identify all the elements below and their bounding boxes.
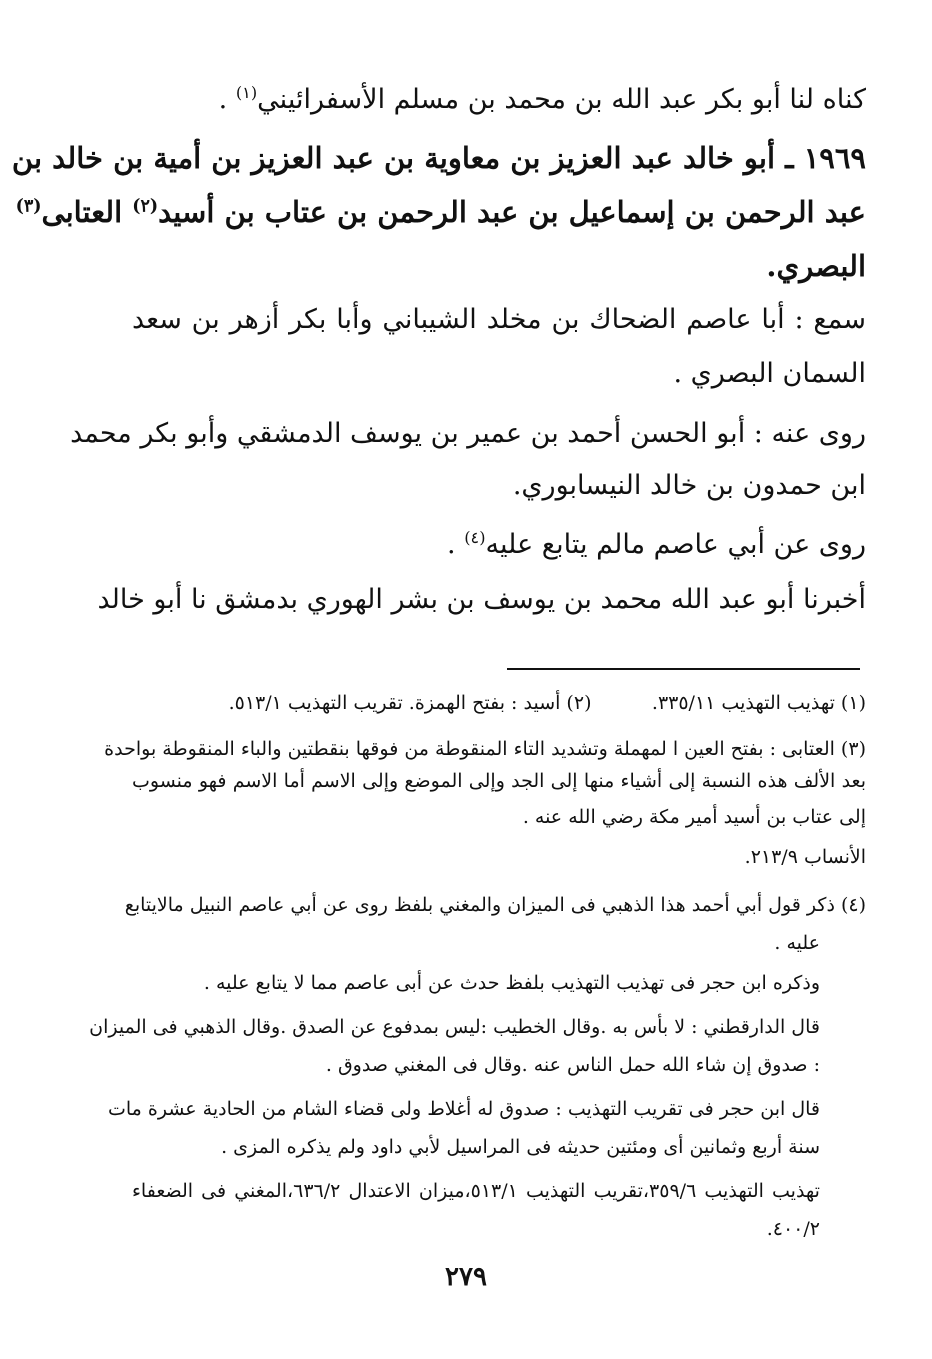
- footnote-3-line-2: بعد الألف هذه النسبة إلى أشياء منها إلى الجد وإلى الموضع وإلى الاسم أما الاسم فهو منسوب: [132, 770, 866, 792]
- footnote-ref-3: (٣): [15, 196, 42, 217]
- heard-from-line-1: سمع : أبا عاصم الضحاك بن مخلد الشيباني وأبا بكر أزهر بن سعد: [132, 304, 866, 335]
- page-number: ٢٧٩: [445, 1262, 487, 1292]
- informed-us-line: أخبرنا أبو عبد الله محمد بن يوسف بن بشر الهوري بدمشق نا أبو خالد: [97, 584, 866, 615]
- entry-heading-line-2: [16, 190, 866, 234]
- entry-heading-line-3: البصري.: [766, 249, 866, 283]
- footnote-ref-1: (١): [235, 83, 258, 102]
- footnote-4-line-6: قال ابن حجر فى تقريب التهذيب : صدوق له أغلاط ولى قضاء الشام من الحادية عشرة مات: [107, 1098, 820, 1120]
- narrated-from-text: روى عن أبي عاصم مالم يتابع عليه: [485, 529, 866, 560]
- footnote-4-line-5: : صدوق إن شاء الله حمل الناس عنه .وقال فى المغني صدوق .: [325, 1054, 820, 1076]
- footnote-ref-2: (٢): [132, 196, 159, 217]
- footnote-3-line-1: (٣) العتابى : بفتح العين ا لمهملة وتشديد التاء المنقوطة من فوقها بنقطتين والباء المنقوطة بواحدة: [104, 738, 866, 760]
- footnote-1-2: (١) تهذيب التهذيب ٣٣٥/١١. (٢) أسيد : بفتح الهمزة. تقريب التهذيب ٥١٣/١.: [228, 692, 866, 714]
- footnote-4-line-9: ٤٠٠/٢.: [766, 1218, 820, 1240]
- footnote-4-line-4: قال الدارقطني : لا بأس به .وقال الخطيب :ليس بمدفوع عن الصدق .وقال الذهبي فى الميزان: [89, 1016, 820, 1038]
- footnote-4-line-2: عليه .: [774, 932, 820, 954]
- kunya-text: كناه لنا أبو بكر عبد الله بن محمد بن مسلم الأسفرائيني: [257, 84, 866, 115]
- footnote-4-line-7: سنة أربع وثمانين أى ومئتين حديثه فى المراسيل لأبي داود ولم يذكره المزى .: [221, 1136, 820, 1158]
- heard-from-line-2: السمان البصري .: [673, 358, 866, 389]
- footnote-4-line-3: وذكره ابن حجر فى تهذيب التهذيب بلفظ حدث عن أبى عاصم مما لا يتابع عليه .: [203, 972, 820, 994]
- footnote-4-line-8: تهذيب التهذيب ٣٥٩/٦،تقريب التهذيب ٥١٣/١،ميزان الاعتدال ٦٣٦/٢،المغني فى الضعفاء: [132, 1180, 820, 1202]
- narrated-by-line-1: روى عنه : أبو الحسن أحمد بن عمير بن يوسف الدمشقي وأبو بكر محمد: [70, 418, 866, 449]
- entry-heading-line-1: ١٩٦٩ ـ أبو خالد عبد العزيز بن معاوية بن عبد العزيز بن أمية بن خالد بن: [11, 141, 866, 175]
- narrated-by-line-2: ابن حمدون بن خالد النيسابوري.: [512, 470, 866, 501]
- entry-heading-lineage: عبد الرحمن بن إسماعيل بن عبد الرحمن بن عتاب بن أسيد: [158, 195, 866, 229]
- entry-heading-nisba: العتابى: [41, 195, 133, 229]
- footnote-3-line-3: إلى عتاب بن أسيد أمير مكة رضي الله عنه .: [522, 806, 866, 828]
- narrated-from-line: [447, 525, 866, 565]
- footnote-3-source: الأنساب ٢١٣/٩.: [744, 846, 866, 868]
- narrated-from-end: .: [447, 529, 465, 560]
- footnote-ref-4: (٤): [464, 528, 486, 547]
- text-line-kunya: [219, 80, 866, 120]
- kunya-end: .: [218, 84, 236, 115]
- footnote-separator: [507, 668, 860, 670]
- footnote-4-line-1: (٤) ذكر قول أبي أحمد هذا الذهبي فى الميزان والمغني بلفظ روى عن أبي عاصم النبيل مالايتابع: [124, 894, 866, 916]
